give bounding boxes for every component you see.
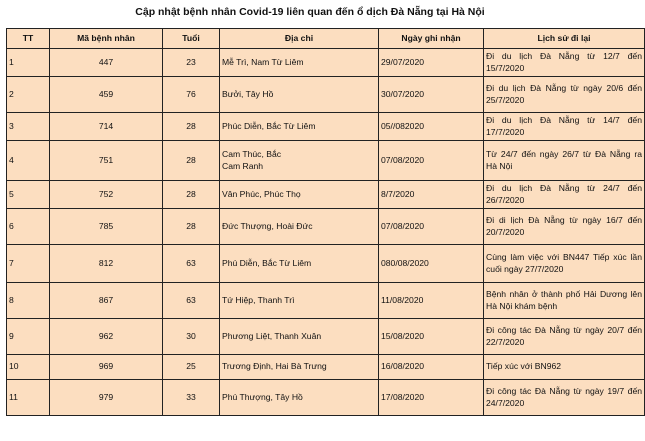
cell-tt: 1 [7, 49, 50, 77]
table-row [7, 49, 645, 77]
cell-age: 63 [163, 282, 220, 318]
address-line: Cam Ranh [222, 161, 264, 172]
cell-patient-code: 752 [50, 180, 163, 208]
cell-age: 23 [163, 49, 220, 77]
cell-patient-code: 785 [50, 208, 163, 244]
cell-address: Mễ Trì, Nam Từ Liêm [220, 49, 379, 77]
table-row [7, 244, 645, 282]
cell-history: Bệnh nhân ở thành phố Hải Dương lên Hà Nội khám bệnh [484, 282, 645, 318]
cell-patient-code: 812 [50, 244, 163, 282]
cell-tt: 11 [7, 379, 50, 415]
cell-age: 28 [163, 112, 220, 140]
cell-age: 28 [163, 208, 220, 244]
cell-patient-code: 459 [50, 76, 163, 112]
cell-age: 63 [163, 244, 220, 282]
patients-table [6, 28, 645, 416]
cell-history: Đi di lịch Đà Nẵng từ ngày 16/7 đến 20/7/2020 [484, 208, 645, 244]
cell-history: Đi công tác Đà Nẵng từ ngày 20/7 đến 22/7/2020 [484, 318, 645, 354]
page-title: Cập nhật bệnh nhân Covid-19 liên quan đến ổ dịch Đà Nẵng tại Hà Nội [135, 6, 485, 18]
cell-age: 30 [163, 318, 220, 354]
cell-age: 28 [163, 180, 220, 208]
cell-history: Tiếp xúc với BN962 [484, 354, 645, 379]
cell-patient-code: 867 [50, 282, 163, 318]
cell-address: Đức Thượng, Hoài Đức [220, 208, 379, 244]
cell-address: Phú Diễn, Bắc Từ Liêm [220, 244, 379, 282]
cell-patient-code: 751 [50, 140, 163, 180]
cell-tt: 10 [7, 354, 50, 379]
cell-tt: 2 [7, 76, 50, 112]
cell-address: Phúc Diễn, Bắc Từ Liêm [220, 112, 379, 140]
table-row [7, 282, 645, 318]
cell-date: 30/07/2020 [379, 76, 484, 112]
cell-history: Đi du lịch Đà Nẵng từ 24/7 đến 26/7/2020 [484, 180, 645, 208]
cell-age: 33 [163, 379, 220, 415]
cell-patient-code: 969 [50, 354, 163, 379]
table-row [7, 180, 645, 208]
cell-date: 17/08/2020 [379, 379, 484, 415]
cell-tt: 3 [7, 112, 50, 140]
table-row [7, 354, 645, 379]
cell-history: Đi du lịch Đà Nẵng từ 14/7 đến 17/7/2020 [484, 112, 645, 140]
cell-date: 11/08/2020 [379, 282, 484, 318]
table-row [7, 112, 645, 140]
cell-address: Phương Liệt, Thanh Xuân [220, 318, 379, 354]
cell-history: Từ 24/7 đến ngày 26/7 từ Đà Nẵng ra Hà Nội [484, 140, 645, 180]
cell-tt: 7 [7, 244, 50, 282]
cell-date: 07/08/2020 [379, 140, 484, 180]
header-date: Ngày ghi nhận [379, 29, 484, 49]
header-tt: TT [7, 29, 50, 49]
cell-history: Đi du lịch Đà Nẵng từ ngày 20/6 đến 25/7/2020 [484, 76, 645, 112]
table-header-row [7, 29, 645, 49]
cell-patient-code: 962 [50, 318, 163, 354]
cell-date: 080/08/2020 [379, 244, 484, 282]
address-line: Cam Thúc, Bắc [222, 148, 282, 159]
cell-address: Trương Định, Hai Bà Trưng [220, 354, 379, 379]
cell-tt: 9 [7, 318, 50, 354]
cell-patient-code: 979 [50, 379, 163, 415]
header-patient-code: Mã bệnh nhân [50, 29, 163, 49]
cell-date: 29/07/2020 [379, 49, 484, 77]
cell-age: 25 [163, 354, 220, 379]
cell-patient-code: 714 [50, 112, 163, 140]
header-address: Địa chỉ [220, 29, 379, 49]
cell-age: 76 [163, 76, 220, 112]
table-row [7, 318, 645, 354]
cell-address: Tứ Hiệp, Thanh Trì [220, 282, 379, 318]
cell-date: 8/7/2020 [379, 180, 484, 208]
cell-address: Phú Thượng, Tây Hồ [220, 379, 379, 415]
table-row [7, 76, 645, 112]
cell-date: 16/08/2020 [379, 354, 484, 379]
cell-patient-code: 447 [50, 49, 163, 77]
cell-date: 15/08/2020 [379, 318, 484, 354]
table-row [7, 140, 645, 180]
cell-date: 05//082020 [379, 112, 484, 140]
cell-date: 07/08/2020 [379, 208, 484, 244]
cell-tt: 4 [7, 140, 50, 180]
header-age: Tuổi [163, 29, 220, 49]
table-row [7, 208, 645, 244]
cell-address: Bưởi, Tây Hồ [220, 76, 379, 112]
cell-tt: 6 [7, 208, 50, 244]
cell-address [220, 140, 379, 180]
cell-history: Cùng làm việc với BN447 Tiếp xúc lần cuối ngày 27/7/2020 [484, 244, 645, 282]
cell-tt: 5 [7, 180, 50, 208]
table-row [7, 379, 645, 415]
cell-history: Đi công tác Đà Nẵng từ ngày 19/7 đến 24/7/2020 [484, 379, 645, 415]
header-history: Lịch sử đi lại [484, 29, 645, 49]
cell-history: Đi du lịch Đà Nẵng từ 12/7 đến 15/7/2020 [484, 49, 645, 77]
cell-age: 28 [163, 140, 220, 180]
cell-tt: 8 [7, 282, 50, 318]
cell-address: Vân Phúc, Phúc Thọ [220, 180, 379, 208]
